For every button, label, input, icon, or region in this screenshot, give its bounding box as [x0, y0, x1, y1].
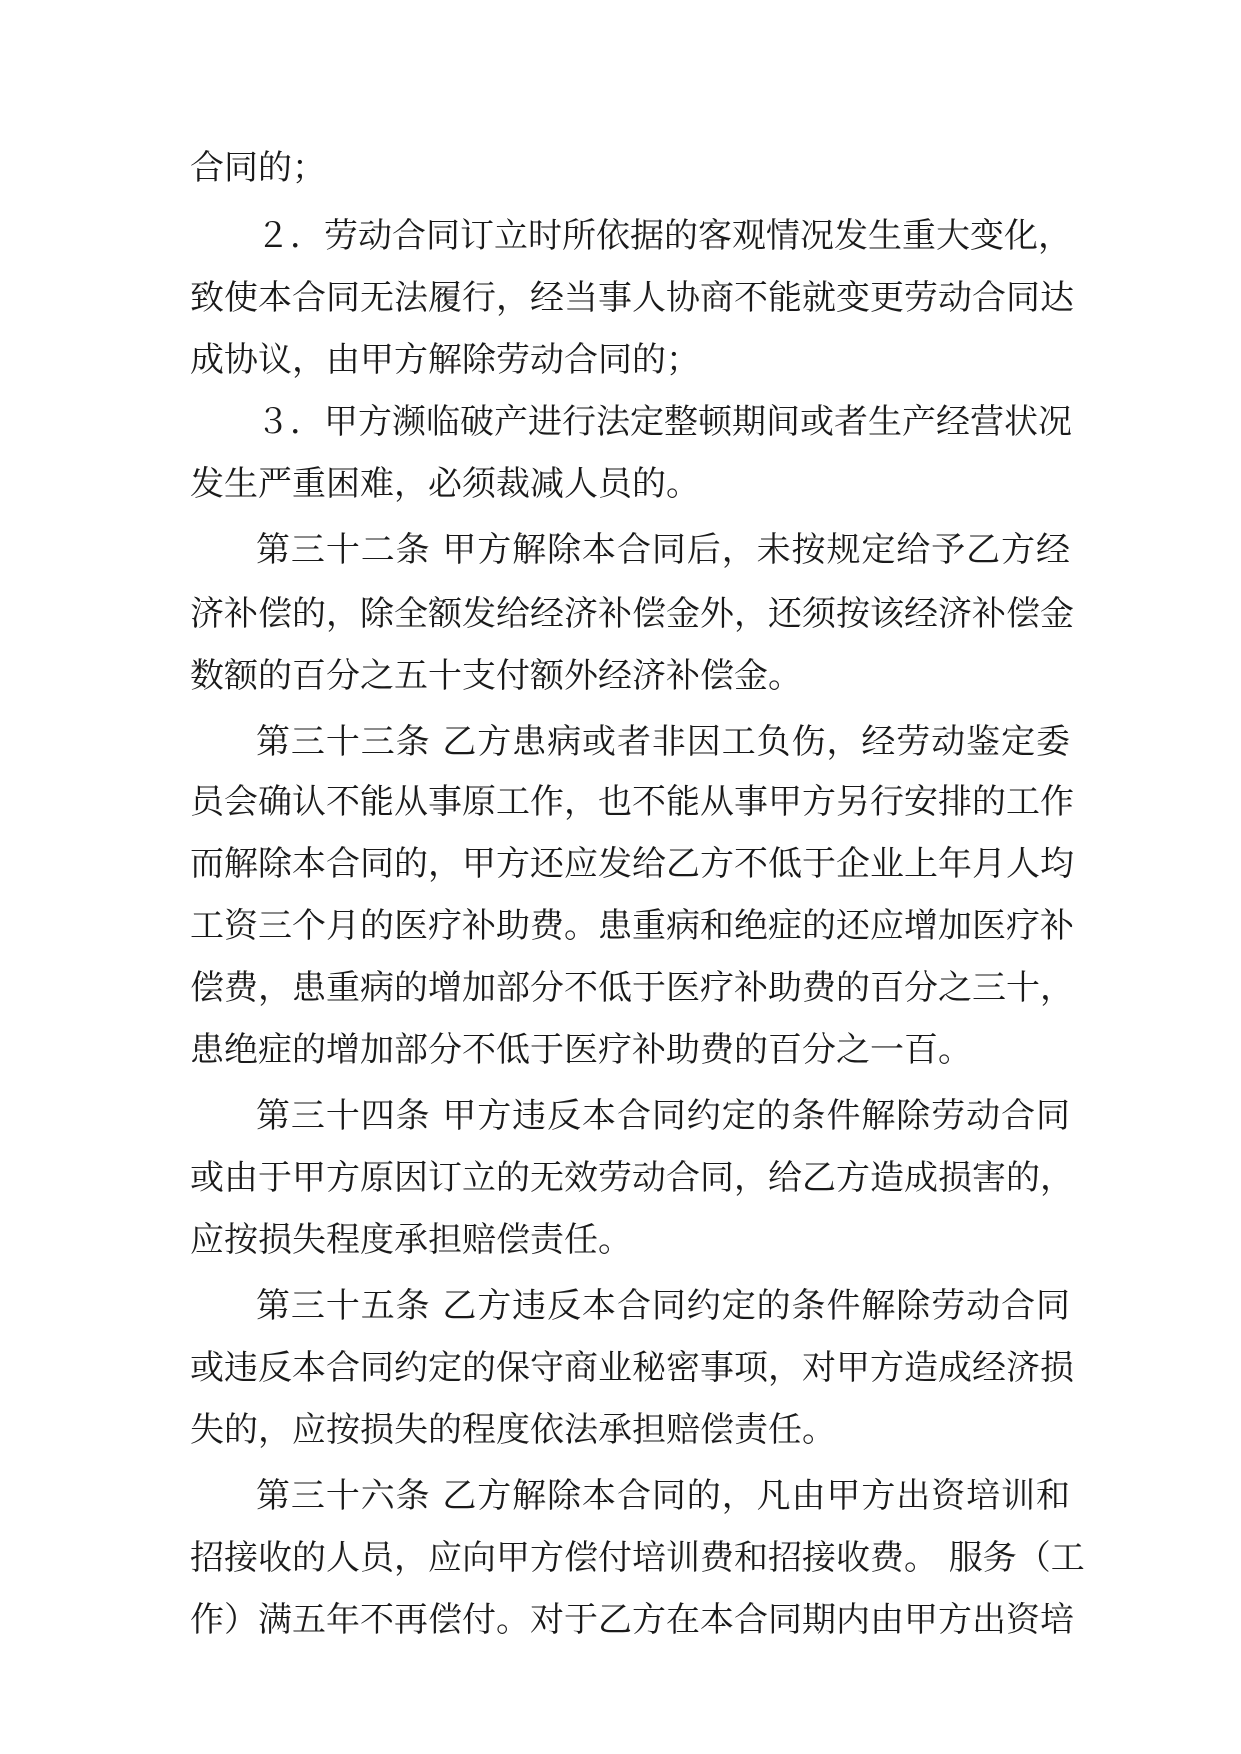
- text-line: 第三十二条 甲方解除本合同后，未按规定给予乙方经: [256, 530, 1070, 570]
- text-line: 第三十三条 乙方患病或者非因工负伤，经劳动鉴定委: [256, 722, 1070, 762]
- text-line: 员会确认不能从事原工作，也不能从事甲方另行安排的工作: [190, 782, 1074, 822]
- text-line: 发生严重困难，必须裁减人员的。: [190, 464, 700, 504]
- text-line: 应按损失程度承担赔偿责任。: [190, 1220, 632, 1260]
- text-line: 而解除本合同的，甲方还应发给乙方不低于企业上年月人均: [190, 844, 1074, 884]
- text-line: 第三十五条 乙方违反本合同约定的条件解除劳动合同: [256, 1286, 1070, 1326]
- text-line: ３．甲方濒临破产进行法定整顿期间或者生产经营状况: [256, 402, 1072, 442]
- text-line: 济补偿的，除全额发给经济补偿金外，还须按该经济补偿金: [190, 594, 1074, 634]
- text-line: 作）满五年不再偿付。对于乙方在本合同期内由甲方出资培: [190, 1600, 1074, 1640]
- text-line: 致使本合同无法履行，经当事人协商不能就变更劳动合同达: [190, 278, 1074, 318]
- text-line: 数额的百分之五十支付额外经济补偿金。: [190, 656, 802, 696]
- text-line: 招接收的人员，应向甲方偿付培训费和招接收费。 服务（工: [190, 1538, 1085, 1578]
- text-line: 失的，应按损失的程度依法承担赔偿责任。: [190, 1410, 836, 1450]
- text-line: 或由于甲方原因订立的无效劳动合同，给乙方造成损害的，: [190, 1158, 1074, 1198]
- text-line: 第三十四条 甲方违反本合同约定的条件解除劳动合同: [256, 1096, 1070, 1136]
- text-line: 偿费，患重病的增加部分不低于医疗补助费的百分之三十，: [190, 968, 1074, 1008]
- text-line: 或违反本合同约定的保守商业秘密事项，对甲方造成经济损: [190, 1348, 1074, 1388]
- text-line: ２．劳动合同订立时所依据的客观情况发生重大变化，: [256, 216, 1072, 256]
- text-line: 成协议，由甲方解除劳动合同的；: [190, 340, 700, 380]
- text-line: 工资三个月的医疗补助费。患重病和绝症的还应增加医疗补: [190, 906, 1074, 946]
- text-line: 第三十六条 乙方解除本合同的，凡由甲方出资培训和: [256, 1476, 1070, 1516]
- text-line: 患绝症的增加部分不低于医疗补助费的百分之一百。: [190, 1030, 972, 1070]
- text-line: 合同的；: [190, 148, 326, 188]
